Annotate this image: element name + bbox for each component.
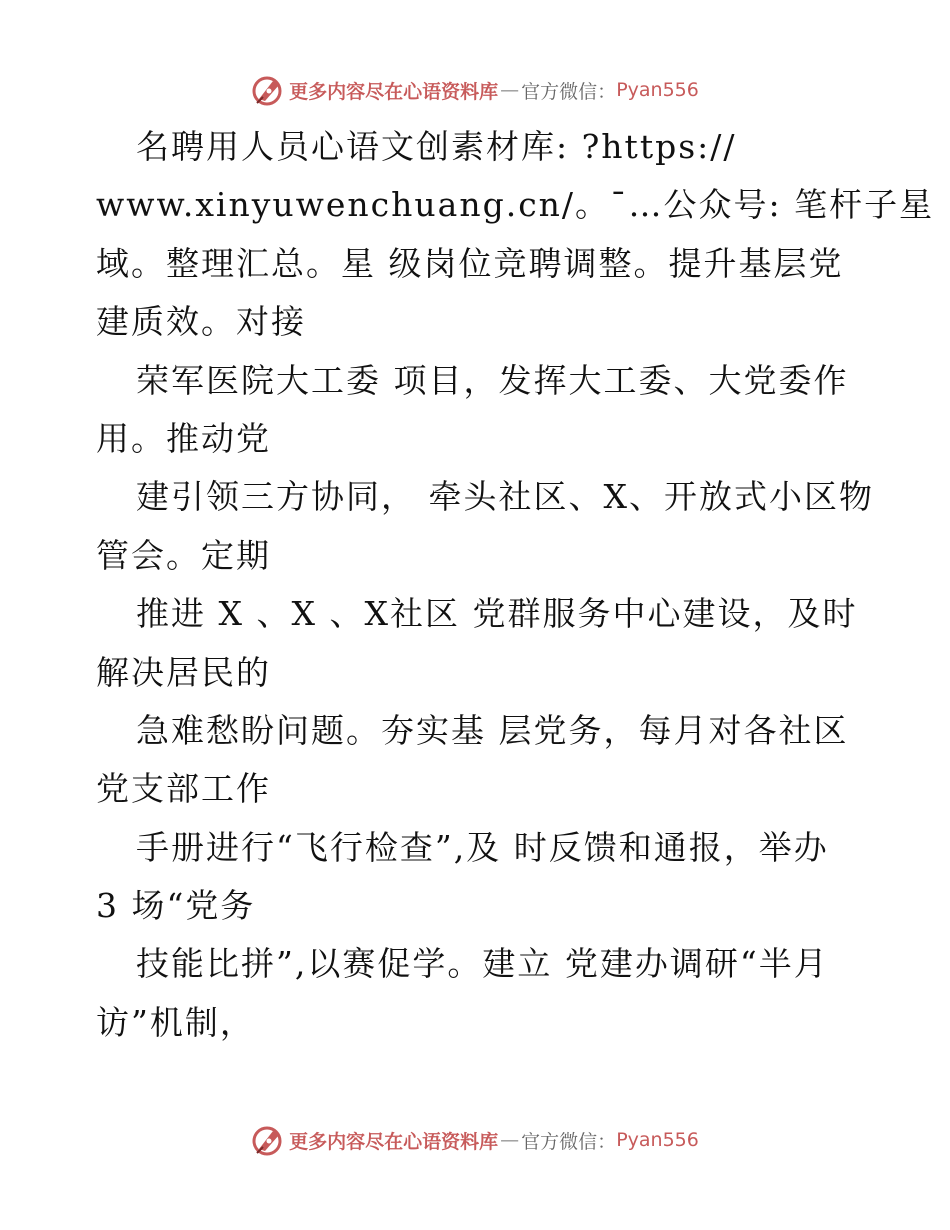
text-line: 用。推动党	[96, 418, 271, 458]
banner-wechat-label: 官方微信：	[521, 1130, 617, 1153]
document-body	[96, 118, 935, 1052]
banner-separator: —	[500, 1129, 520, 1151]
pen-nib-circle-icon	[251, 73, 285, 107]
text-line: 3 场“党务	[96, 886, 256, 926]
text-line: 访”机制，	[96, 1002, 255, 1042]
text-line: 党支部工作	[96, 769, 271, 809]
banner-wechat-id: Pyan556	[616, 1129, 699, 1151]
header-watermark-banner	[0, 70, 950, 110]
pen-nib-circle-icon	[251, 1123, 285, 1157]
text-line: 建质效。对接	[96, 302, 306, 342]
text-line: 急难愁盼问题。夯实基 层党务，每月对各社区	[136, 710, 849, 750]
text-line: 技能比拼”,以赛促学。建立 党建办调研“半月	[136, 944, 829, 984]
text-line: 域。整理汇总。星 级岗位竞聘调整。提升基层党	[96, 243, 844, 283]
banner-brand-text: 更多内容尽在心语资料库	[289, 1130, 499, 1153]
text-line: 解决居民的	[96, 652, 271, 692]
text-line: 建引领三方协同， 牵头社区、X、开放式小区物	[136, 477, 874, 517]
banner-wechat-label: 官方微信：	[521, 80, 617, 103]
text-line: 推进 X 、X 、X社区 党群服务中心建设，及时	[136, 594, 858, 634]
banner-separator: —	[500, 79, 520, 101]
text-line: 荣军医院大工委 项目，发挥大工委、大党委作	[136, 360, 849, 400]
footer-watermark-banner	[0, 1120, 950, 1160]
text-line: 名聘用人员心语文创素材库: ?https://	[136, 127, 737, 166]
text-line: www.xinyuwenchuang.cn/。¯…公众号: 笔杆子星	[96, 185, 935, 225]
banner-wechat-id: Pyan556	[616, 79, 699, 101]
text-line: 手册进行“飞行检查”,及 时反馈和通报，举办	[136, 827, 829, 867]
text-line: 管会。定期	[96, 535, 271, 575]
banner-brand-text: 更多内容尽在心语资料库	[289, 80, 499, 103]
